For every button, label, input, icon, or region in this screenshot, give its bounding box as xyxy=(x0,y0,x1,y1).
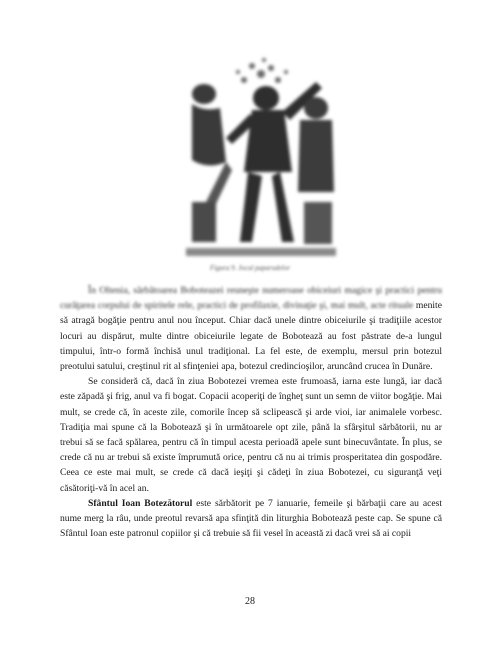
paragraph-weather-beliefs: Se consideră că, dacă în ziua Bobotezei vremea este frumoasă, iarna este lungă, iar dacă este zăpadă şi frig, anul va fi bogat. Copacii acoperiţi de îngheţ sunt un semn de viitor bogăţie. Mai mult, se crede că, în aceste zile, comorile încep să sclipească şi arde vioi, iar animalele vorbesc. Tradiţia mai spune că la Bobotează şi în următoarele opt zile, până la sfârşitul sărbătorii, nu ar trebui să se facă spălarea, pentru că în timpul acesta perioadă apele sunt binecuvântate. În plus, se crede că nu ar trebui să existe împrumută orice, pentru că nu ai trimis prosperitatea din gospodăre. Ceea ce este mai mult, se crede că dacă ieşiţi şi cădeţi în ziua Bobotezei, cu siguranţă veţi căsătoriţi-vă în acel an. xyxy=(60,376,442,494)
page-number: 28 xyxy=(245,596,255,607)
paragraph-oltenia-rest: menite să atragă bogăţie pentru anul nou început. Chiar dacă unele dintre obiceiurile şi tradiţiile acestor locuri au dispărut, multe dintre obiceiurile legate de Bobotează au fost păstrate de-a lungul timpului, într-o formă închisă unul tradiţional. La fel este, de exemplu, mersul prin botezul preotului satului, creştinul rit al sfinţeniei apa, botezul credincioşilor, aruncând crucea în Dunăre. xyxy=(60,300,442,373)
paragraph-oltenia xyxy=(60,283,442,374)
paragraph-saint-john xyxy=(60,496,442,542)
paragraph-oltenia-lead: În Oltenia, sărbătoarea Boboteazei reuneşte numeroase obiceiuri magice şi practici pentru curăţarea corpului de spiritele rele, practici de profilaxie, divinaţie şi, mai mult, acte rituale xyxy=(60,285,442,312)
figure-illustration xyxy=(186,52,336,260)
saint-john-text: este sărbătorit pe 7 ianuarie, femeile şi bărbaţii care au acest nume merg la râu, unde preotul revarsă apa sfinţită din liturghia Bobotează peste cap. Se spune că Sfântul Ioan este patronul copiilor şi că trebuie să fii vesel în această zi dacă vrei să ai copii xyxy=(60,497,442,540)
body-text xyxy=(60,283,442,541)
dancers-illustration xyxy=(186,52,336,260)
figure-caption: Figura 9. Jocul paparudelor xyxy=(209,264,291,272)
saint-john-heading: Sfântul Ioan Botezătorul xyxy=(88,497,193,509)
